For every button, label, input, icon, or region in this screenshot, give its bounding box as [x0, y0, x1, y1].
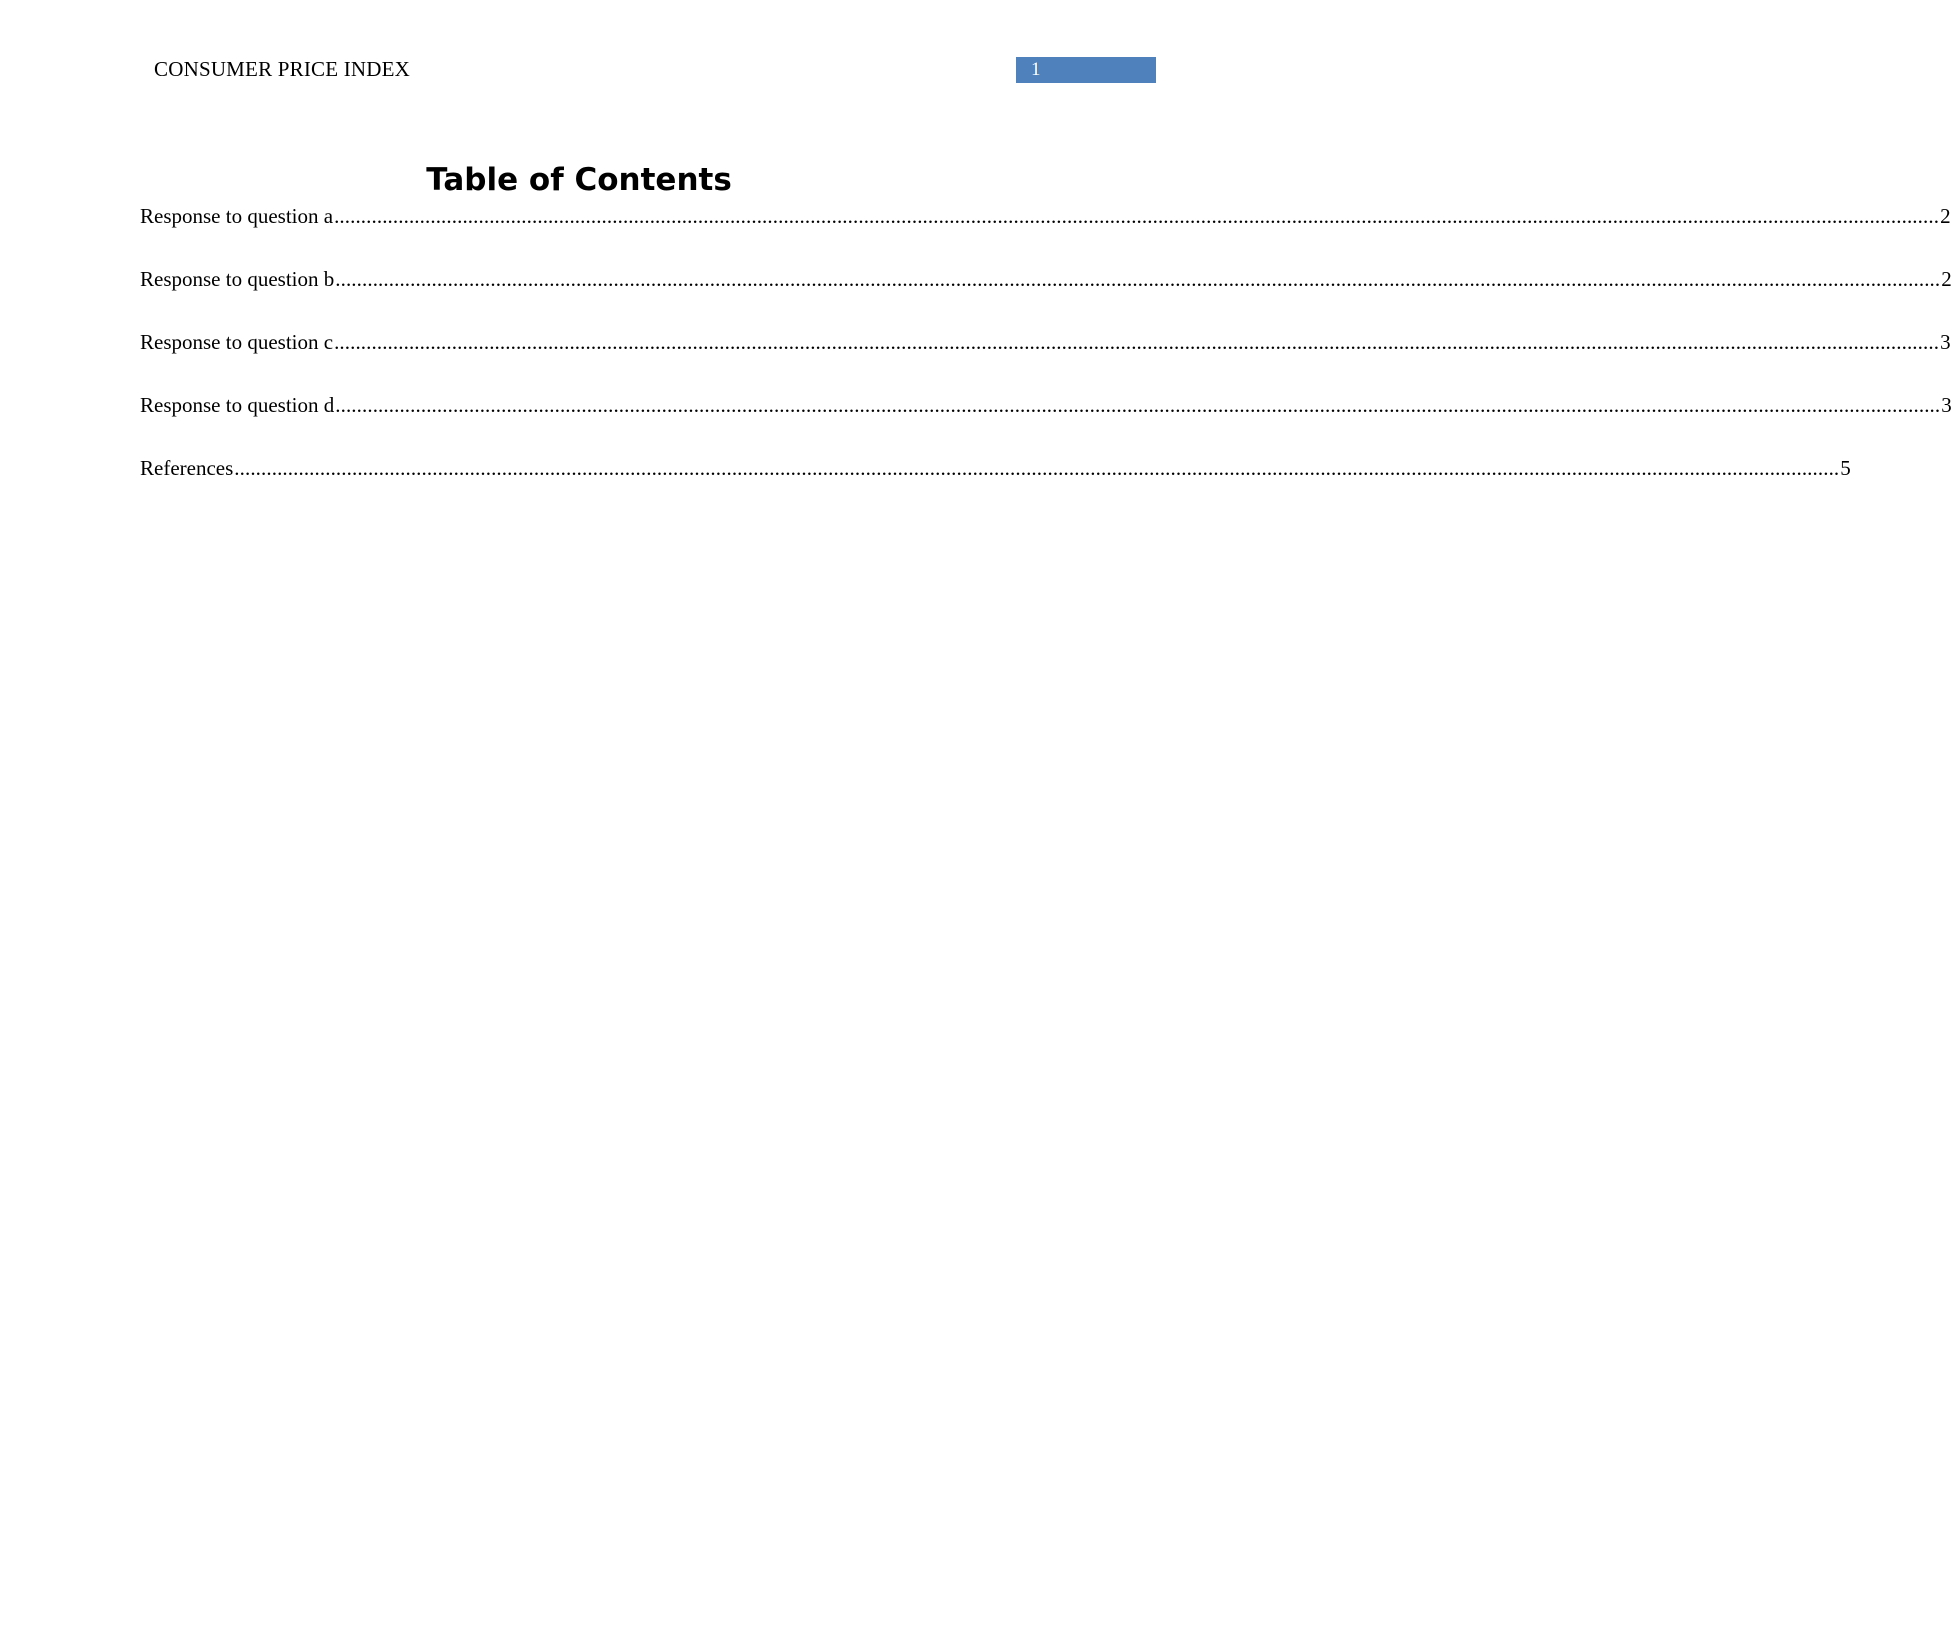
running-header-title: CONSUMER PRICE INDEX — [154, 57, 411, 81]
toc-entry-label: References — [140, 456, 234, 480]
toc-entry-label: Response to question d — [140, 393, 335, 417]
toc-dot-leader: ............................................................................................................................................................................................................................................................................................................ — [334, 330, 1940, 354]
toc-entry-label: Response to question a — [140, 204, 334, 228]
toc-entry[interactable] — [140, 454, 1851, 517]
toc-dot-leader: ............................................................................................................................................................................................................................................................................................................ — [234, 456, 1840, 480]
toc-entry[interactable] — [140, 391, 1952, 454]
toc-list — [140, 202, 1952, 517]
toc-heading: Table of Contents — [426, 162, 732, 198]
toc-entry-label: Response to question c — [140, 330, 334, 354]
toc-entry[interactable] — [140, 202, 1951, 265]
toc-dot-leader: ............................................................................................................................................................................................................................................................................................................ — [335, 267, 1941, 291]
toc-dot-leader: ............................................................................................................................................................................................................................................................................................................ — [334, 204, 1940, 228]
toc-entry[interactable] — [140, 265, 1952, 328]
toc-entry-page: 3 — [1940, 330, 1951, 354]
toc-entry-page: 5 — [1840, 456, 1851, 480]
toc-entry-page: 2 — [1941, 267, 1952, 291]
toc-entry-page: 2 — [1940, 204, 1951, 228]
toc-dot-leader: ............................................................................................................................................................................................................................................................................................................ — [335, 393, 1941, 417]
toc-entry[interactable] — [140, 328, 1951, 391]
toc-entry-page: 3 — [1941, 393, 1952, 417]
toc-entry-label: Response to question b — [140, 267, 335, 291]
page-number-badge: 1 — [1016, 57, 1156, 83]
